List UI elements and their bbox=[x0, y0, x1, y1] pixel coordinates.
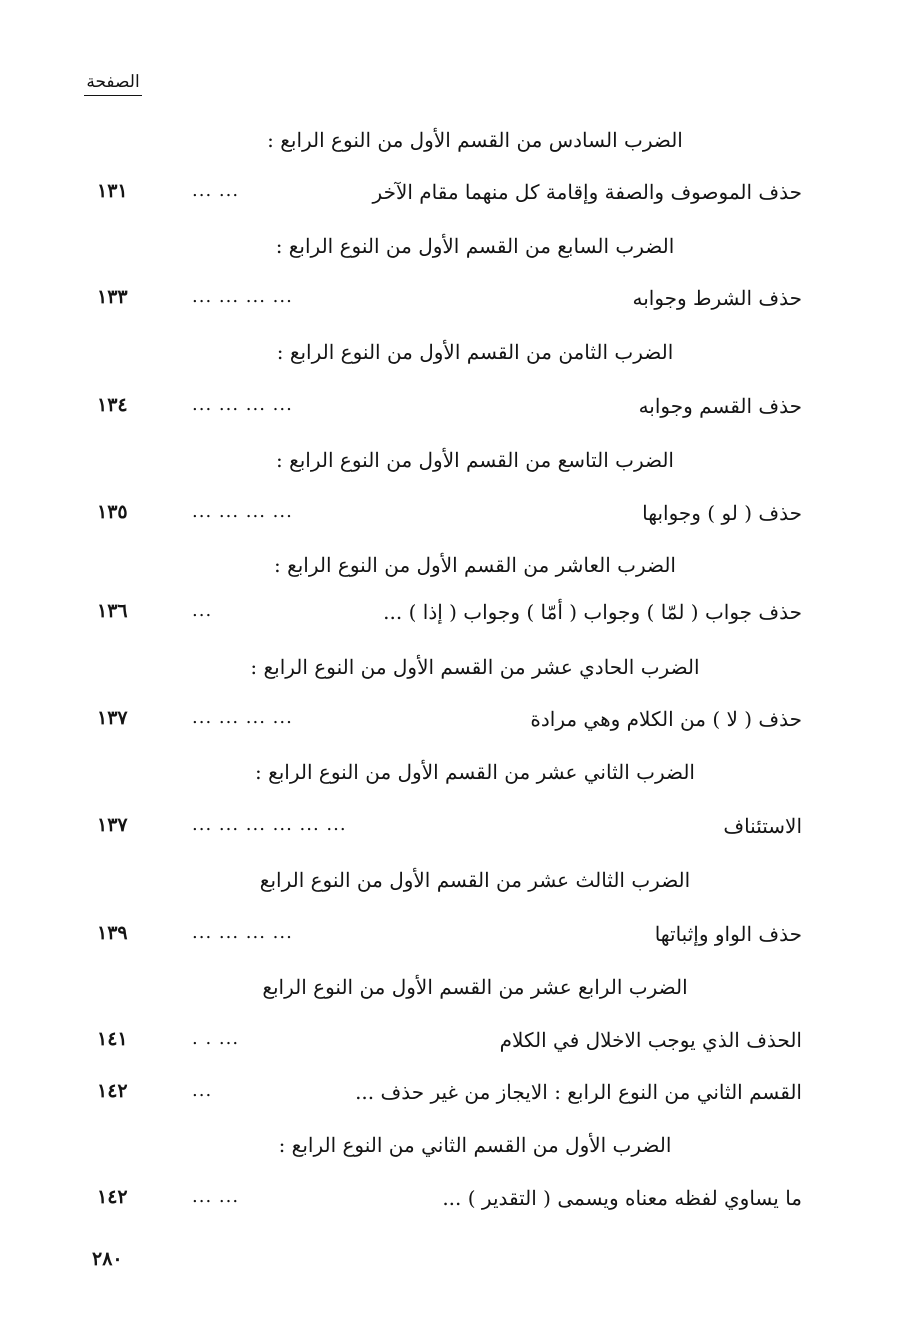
dot-leader: ... bbox=[192, 600, 213, 621]
dot-leader: ... ... ... ... bbox=[192, 707, 293, 728]
toc-entry bbox=[97, 1080, 802, 1110]
section-heading: الضرب الثامن من القسم الأول من النوع الرابع : bbox=[276, 340, 674, 364]
section-heading: الضرب التاسع من القسم الأول من النوع الرابع : bbox=[276, 448, 674, 472]
entry-title: الحذف الذي يوجب الاخلال في الكلام bbox=[499, 1028, 802, 1052]
entry-title: حذف القسم وجوابه bbox=[638, 394, 802, 418]
entry-title: حذف ( لا ) من الكلام وهي مرادة bbox=[530, 707, 802, 731]
page-column-header: الصفحة bbox=[84, 72, 142, 96]
toc-entry bbox=[97, 814, 802, 844]
entry-page-number: ١٤١ bbox=[97, 1028, 128, 1050]
section-heading: الضرب العاشر من القسم الأول من النوع الرابع : bbox=[274, 553, 676, 577]
toc-entry bbox=[97, 707, 802, 737]
entry-page-number: ١٣٣ bbox=[97, 286, 128, 308]
section-heading: الضرب الثالث عشر من القسم الأول من النوع الرابع bbox=[259, 868, 691, 892]
section-heading: الضرب الأول من القسم الثاني من النوع الرابع : bbox=[278, 1133, 672, 1157]
dot-leader: ... ... ... ... ... ... bbox=[192, 814, 347, 835]
toc-entry bbox=[97, 922, 802, 952]
entry-title: حذف الموصوف والصفة وإقامة كل منهما مقام الآخر bbox=[372, 180, 802, 204]
entry-title: الاستئناف bbox=[723, 814, 802, 838]
dot-leader: ... ... bbox=[192, 1186, 240, 1207]
toc-entry bbox=[97, 1186, 802, 1216]
entry-page-number: ١٣٩ bbox=[97, 922, 128, 944]
entry-title: حذف ( لو ) وجوابها bbox=[642, 501, 802, 525]
entry-page-number: ١٣٧ bbox=[97, 814, 128, 836]
toc-entry bbox=[97, 394, 802, 424]
entry-title: القسم الثاني من النوع الرابع : الايجاز من غير حذف ... bbox=[355, 1080, 802, 1104]
entry-page-number: ١٣٥ bbox=[97, 501, 128, 523]
toc-entry bbox=[97, 180, 802, 210]
dot-leader: ... ... ... ... bbox=[192, 922, 293, 943]
section-heading: الضرب الرابع عشر من القسم الأول من النوع الرابع bbox=[262, 975, 688, 999]
entry-page-number: ١٤٢ bbox=[97, 1080, 128, 1102]
footer-page-number: ٢٨٠ bbox=[92, 1248, 123, 1270]
dot-leader: ... bbox=[192, 1080, 213, 1101]
dot-leader: ... ... ... ... bbox=[192, 286, 293, 307]
toc-entry bbox=[97, 501, 802, 531]
dot-leader: . . ... bbox=[192, 1028, 240, 1049]
section-heading: الضرب السادس من القسم الأول من النوع الرابع : bbox=[267, 128, 683, 152]
toc-entry bbox=[97, 1028, 802, 1058]
toc-entry bbox=[97, 600, 802, 630]
section-heading: الضرب الثاني عشر من القسم الأول من النوع الرابع : bbox=[255, 760, 695, 784]
entry-page-number: ١٣٧ bbox=[97, 707, 128, 729]
dot-leader: ... ... bbox=[192, 180, 240, 201]
entry-page-number: ١٣٦ bbox=[97, 600, 128, 622]
entry-page-number: ١٣٤ bbox=[97, 394, 128, 416]
entry-title: حذف جواب ( لمّا ) وجواب ( أمّا ) وجواب ( إذا ) ... bbox=[383, 600, 802, 624]
dot-leader: ... ... ... ... bbox=[192, 394, 293, 415]
entry-title: حذف الواو وإثباتها bbox=[654, 922, 802, 946]
entry-page-number: ١٣١ bbox=[97, 180, 128, 202]
entry-title: حذف الشرط وجوابه bbox=[632, 286, 802, 310]
entry-title: ما يساوي لفظه معناه ويسمى ( التقدير ) ... bbox=[442, 1186, 802, 1210]
section-heading: الضرب الحادي عشر من القسم الأول من النوع الرابع : bbox=[250, 655, 700, 679]
dot-leader: ... ... ... ... bbox=[192, 501, 293, 522]
section-heading: الضرب السابع من القسم الأول من النوع الرابع : bbox=[275, 234, 675, 258]
entry-page-number: ١٤٢ bbox=[97, 1186, 128, 1208]
toc-entry bbox=[97, 286, 802, 316]
